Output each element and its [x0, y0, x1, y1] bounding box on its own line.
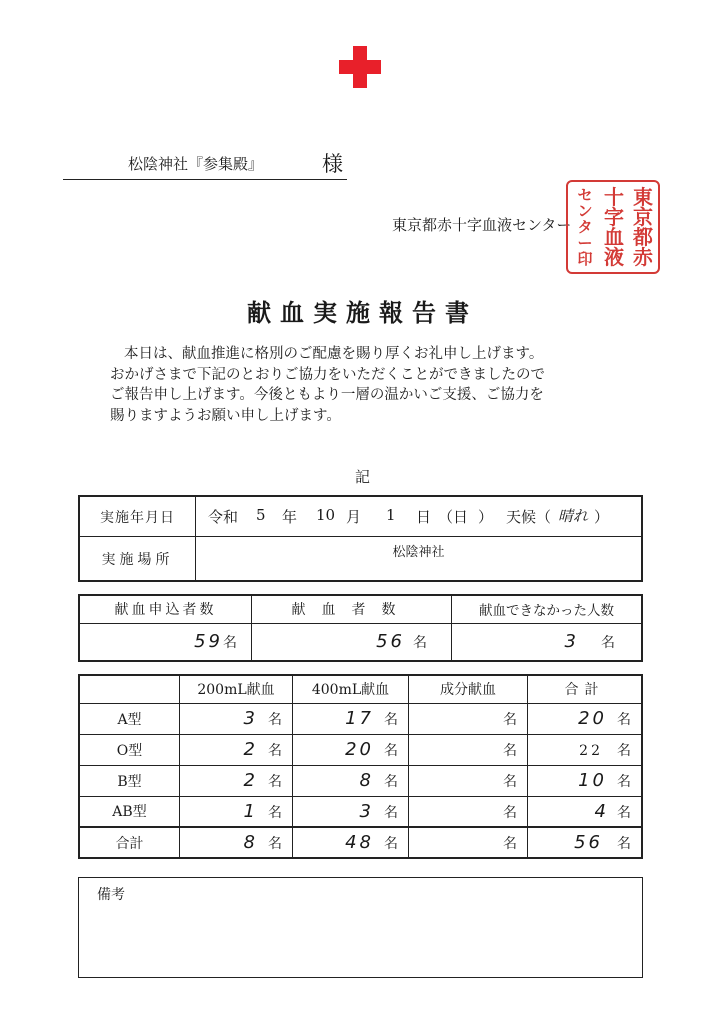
- cell-value: 20: [345, 739, 374, 760]
- info-table: [78, 495, 643, 582]
- cell-value: 3: [359, 800, 374, 822]
- date-label: 実施年月日: [79, 496, 196, 537]
- weather-label: 天候（: [506, 508, 552, 526]
- applicants-value: 59: [194, 631, 223, 653]
- era: 令和: [208, 508, 239, 526]
- summary-header: 献血者数: [252, 595, 452, 623]
- table-row: O型 2 名 20 名 名 22 名: [79, 734, 642, 765]
- weather-close: ）: [594, 508, 610, 526]
- weekday: （日: [438, 508, 469, 526]
- red-cross-icon-bar: [339, 60, 381, 74]
- addressee: 松陰神社『参集殿』: [128, 155, 264, 173]
- row-label: 合計: [79, 827, 180, 858]
- date-value: [196, 496, 643, 537]
- cell-value: 4: [594, 800, 609, 822]
- year: 5: [256, 506, 266, 524]
- month-unit: 月: [346, 508, 362, 526]
- notes-label: 備考: [97, 887, 125, 903]
- month: 10: [316, 506, 336, 524]
- breakdown-header-row: [79, 675, 642, 703]
- summary-header-row: [79, 595, 642, 623]
- weekday-close: ）: [478, 508, 494, 526]
- table-row: A型 3 名 17 名 名 20 名: [79, 703, 642, 734]
- body-text: [110, 344, 620, 426]
- cell-value: 2: [243, 739, 258, 760]
- row-label: AB型: [79, 796, 180, 827]
- row-label: B型: [79, 765, 180, 796]
- table-row-total: 合計 8 名 48 名 名 56 名: [79, 827, 642, 858]
- cell-value: 3: [243, 708, 258, 729]
- summary-table: [78, 594, 643, 662]
- breakdown-table: [78, 674, 643, 859]
- summary-header: 献血できなかった人数: [452, 595, 643, 623]
- day: 1: [386, 506, 396, 524]
- breakdown-header: [79, 675, 180, 703]
- summary-cell: 59名: [79, 623, 252, 661]
- seal-column-2: 十 字 血 液: [604, 185, 624, 269]
- seal-column-1: 東 京 都 赤: [633, 185, 653, 269]
- breakdown-header: 200mL献血: [180, 675, 293, 703]
- day-unit: 日: [416, 508, 432, 526]
- notes-box: [78, 877, 643, 978]
- cell-value: 56: [574, 832, 603, 853]
- place-row: [79, 537, 642, 582]
- body-line: ご報告申し上げます。今後ともより一層の温かいご支援、ご協力を: [110, 387, 544, 403]
- seal-stamp-icon: [566, 180, 660, 274]
- cell-value: 8: [243, 832, 258, 853]
- breakdown-header: 成分献血: [409, 675, 528, 703]
- summary-header: 献血申込者数: [79, 595, 252, 623]
- summary-cell: 3 名: [452, 623, 643, 661]
- cell-value: 20: [578, 708, 607, 729]
- sender: 東京都赤十字血液センター: [392, 216, 572, 234]
- row-label: O型: [79, 734, 180, 765]
- body-line: 本日は、献血推進に格別のご配慮を賜り厚くお礼申し上げます。: [124, 346, 544, 362]
- addressee-underline: [63, 179, 347, 180]
- cell-value: 10: [578, 770, 607, 791]
- row-label: A型: [79, 703, 180, 734]
- year-unit: 年: [282, 508, 298, 526]
- cell-value: 1: [243, 800, 258, 822]
- summary-value-row: [79, 623, 642, 661]
- body-line: 賜りますようお願い申し上げます。: [110, 407, 341, 424]
- document-title: 献血実施報告書: [247, 298, 478, 327]
- date-row: [79, 496, 642, 537]
- summary-cell: 56 名: [252, 623, 452, 661]
- weather-value: 晴れ: [558, 507, 589, 525]
- place-label: 実施場所: [79, 537, 196, 582]
- seal-column-3: セ ン タ ー 印: [577, 186, 593, 268]
- cell-value: 8: [359, 770, 374, 791]
- rejected-value: 3: [564, 631, 579, 653]
- cell-value: 22: [579, 742, 603, 759]
- donors-value: 56: [376, 631, 405, 653]
- cell-value: 2: [243, 770, 258, 791]
- place-value: 松陰神社: [196, 537, 643, 582]
- ki-mark: 記: [354, 468, 370, 486]
- honorific: 様: [322, 152, 343, 176]
- table-row: B型 2 名 8 名 名 10 名: [79, 765, 642, 796]
- table-row: AB型 1 名 3 名 名 4 名: [79, 796, 642, 827]
- cell-value: 48: [345, 832, 374, 853]
- breakdown-header: 400mL献血: [293, 675, 409, 703]
- cell-value: 17: [345, 708, 374, 729]
- body-line: おかげさまで下記のとおりご協力をいただくことができましたので: [110, 366, 545, 383]
- breakdown-header: 合計: [528, 675, 643, 703]
